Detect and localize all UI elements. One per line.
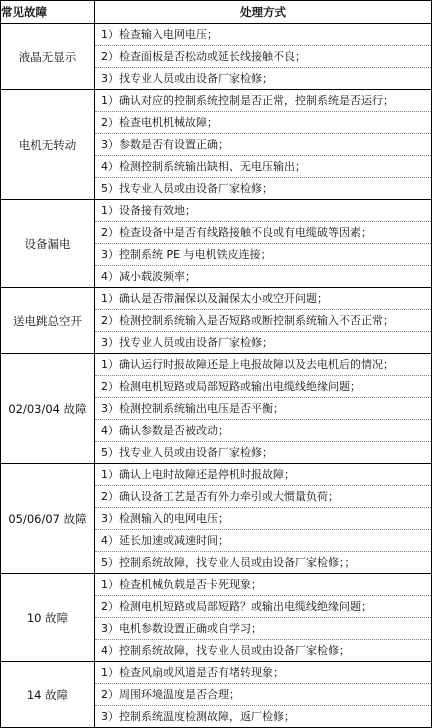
table-row [1,354,432,464]
measure-line: 3）检测输入的电网电压； [95,508,431,530]
measure-line: 2）检查面板是否松动或延长线接触不良； [95,46,431,68]
measure-line: 3）检测控制系统输出电压是否平衡； [95,398,431,420]
measure-line: 1）设备接有效地； [95,200,431,222]
measure-line: 1）确认上电时故障还是停机时报故障； [95,464,431,486]
measure-line: 1）确认运行时报故障还是上电报故障以及去电机后的情况； [95,354,431,376]
measure-line: 4）延长加速或减速时间； [95,530,431,552]
measure-line: 4）控制系统故障，找专业人员或由设备厂家检修； [101,644,350,657]
fault-name: 液晶无显示 [1,24,95,90]
table-row [1,574,432,662]
measure-line: 5）控制系统故障，找专业人员或由设备厂家检修；； [101,556,356,569]
table-row [1,464,432,574]
measure-line: 1）确认对应的控制系统控制是否正常，控制系统是否运行； [95,90,431,112]
fault-name: 02/03/04 故障 [1,354,95,464]
measure-line: 5）找专业人员或由设备厂家检修； [101,446,273,459]
fault-name: 10 故障 [1,574,95,662]
measures-cell [95,574,432,662]
measure-line: 1）检查输入电网电压； [95,24,431,46]
measure-line: 1）确认是否带漏保以及漏保太小或空开问题； [95,288,431,310]
measure-line: 4）确认参数是否被改动； [95,420,431,442]
measure-line: 2）检查电机机械故障； [95,112,431,134]
fault-name: 05/06/07 故障 [1,464,95,574]
measure-line: 3）电机参数设置正确或自学习； [95,618,431,640]
measure-line: 1）检查机械负载是否卡死现象； [95,574,431,596]
table-row [1,200,432,288]
measure-line: 5）找专业人员或由设备厂家检修； [101,182,273,195]
measure-line: 2）确认设备工艺是否有外力牵引或大惯量负荷； [95,486,431,508]
table-row [1,24,432,90]
measure-line: 2）检测电机短路或局部短路？或输出电缆线绝缘问题； [95,596,431,618]
measures-cell [95,90,432,200]
measure-line: 2）检查设备中是否有线路接触不良或有电缆破等因素； [95,222,431,244]
measures-cell [95,662,432,728]
measure-line: 4）减小载波频率； [101,270,196,283]
fault-name: 送电跳总空开 [1,288,95,354]
measure-line: 3）参数是否有设置正确； [95,134,431,156]
fault-name: 电机无转动 [1,90,95,200]
measure-line: 3）找专业人员或由设备厂家检修； [101,336,273,349]
table-row [1,662,432,728]
measures-cell [95,24,432,90]
measure-line: 3）找专业人员或由设备厂家检修； [101,72,273,85]
measures-cell [95,200,432,288]
measure-line: 4）检测控制系统输出缺相、无电压输出； [95,156,431,178]
measure-line: 3）控制系统 PE 与电机铁皮连接； [95,244,431,266]
measure-line: 1）检查风扇或风道是否有堵转现象； [95,662,431,684]
measure-line: 2）检测电机短路或局部短路或输出电缆线绝缘问题； [95,376,431,398]
fault-name: 设备漏电 [1,200,95,288]
table-row [1,90,432,200]
measure-line: 2）检测控制系统输入是否短路或断控制系统输入不否正常； [95,310,431,332]
measure-line: 3）控制系统温度检测故障，返厂检修； [101,710,295,723]
table-row [1,288,432,354]
measures-cell [95,464,432,574]
fault-name: 14 故障 [1,662,95,728]
header-measures: 处理方式 [95,1,432,24]
measures-cell [95,354,432,464]
header-fault: 常见故障 [1,1,95,24]
measure-line: 2）周围环境温度是否合理； [95,684,431,706]
measures-cell [95,288,432,354]
header-row [1,1,432,24]
